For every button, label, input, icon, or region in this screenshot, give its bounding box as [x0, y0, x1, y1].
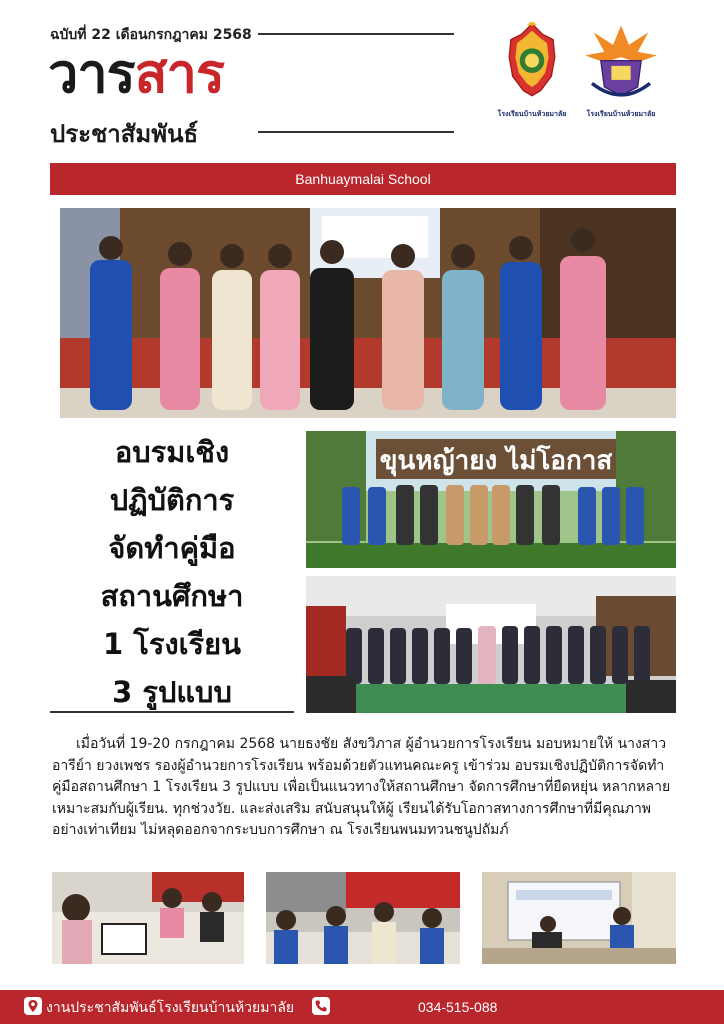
footer-phone: 034-515-088 — [418, 999, 498, 1015]
school-crest-logo — [578, 22, 664, 120]
headline-line: จัดทำคู่มือ — [108, 531, 236, 565]
phone-icon — [312, 997, 330, 1015]
logo-right-caption: โรงเรียนบ้านห้วยมาลัย — [586, 110, 656, 118]
workshop-photo-2 — [266, 872, 460, 964]
newsletter-title — [48, 44, 224, 104]
title-part-1: วาร — [48, 42, 135, 105]
workshop-photo-1 — [52, 872, 244, 964]
headline-line: 3 รูปแบบ — [112, 675, 232, 709]
newsletter-subtitle: ประชาสัมพันธ์ — [50, 120, 199, 148]
header-divider — [258, 33, 454, 35]
school-emblem-logo — [496, 22, 568, 120]
subtitle-divider — [258, 131, 454, 133]
headline-line: สถานศึกษา — [100, 579, 244, 613]
issue-label: ฉบับที่ 22 เดือนกรกฎาคม 2568 — [50, 27, 252, 43]
logo-left-caption: โรงเรียนบ้านห้วยมาลัย — [497, 110, 567, 118]
headline-line: ปฏิบัติการ — [109, 483, 235, 517]
school-name-banner: Banhuaymalai School — [50, 163, 676, 195]
article-paragraph: เมื่อวันที่ 19-20 กรกฎาคม 2568 นายธงชัย สังขวิภาส ผู้อำนวยการโรงเรียน มอบหมายให้ นางสาวอารีย์า ยวงเพชร รองผู้อำนวยการโรงเรียน พร้อมด้วยตัวแทนคณะครู เข้าร่วม อบรมเชิงปฏิบัติการจัดทำคู่มือสถานศึกษา 1 โรงเรียน 3 รูปแบบ เพื่อเป็นแนวทางให้สถานศึกษา จัดการศึกษาที่ยืดหยุ่น หลากหลาย เหมาะสมกับผู้เรียน. ทุกช่วงวัย. และส่งเสริม สนับสนุนให้ผู้ เรียนได้รับโอกาสทางการศึกษาที่มีคุณภาพอย่างเท่าเทียม ไม่หลุดออกจากระบบการศึกษา ณ โรงเรียนพนมทวนชนูปถัมภ์ — [52, 736, 671, 838]
footer-org-text: งานประชาสัมพันธ์โรงเรียนบ้านห้วยมาลัย — [46, 999, 295, 1015]
article-body — [52, 734, 678, 842]
headline-line: อบรมเชิง — [114, 435, 230, 469]
article-headline — [50, 428, 294, 716]
indoor-group-photo — [306, 576, 676, 713]
footer-bar — [0, 990, 724, 1024]
title-part-2: สาร — [134, 42, 224, 105]
location-pin-icon — [24, 997, 42, 1015]
headline-line: 1 โรงเรียน — [103, 627, 241, 661]
group-photo-main — [60, 208, 676, 418]
outdoor-group-photo — [306, 431, 676, 568]
workshop-photo-3 — [482, 872, 676, 964]
headline-divider — [50, 711, 294, 713]
sign-text: ขุนหญ้ายง ไม่โอกาส — [379, 446, 613, 476]
